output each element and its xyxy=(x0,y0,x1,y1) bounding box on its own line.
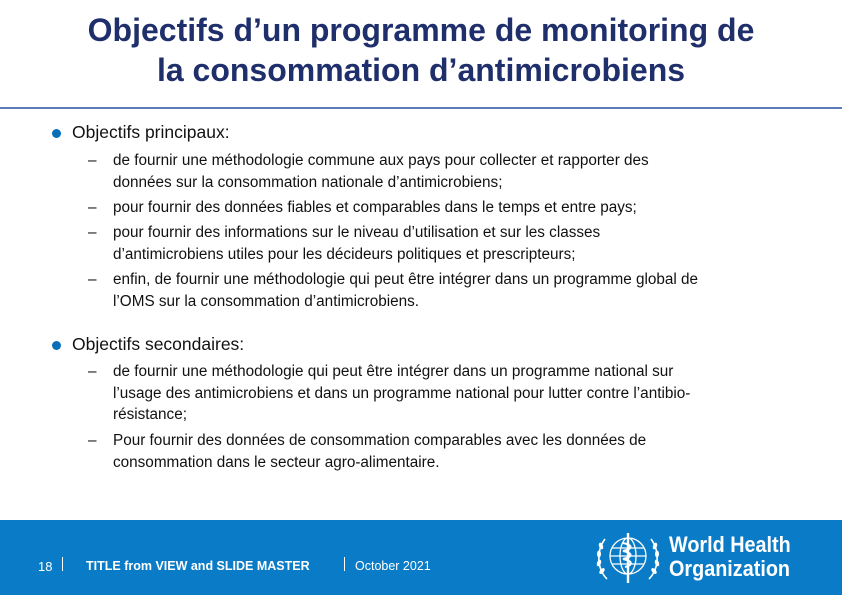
footer-date: October 2021 xyxy=(355,559,431,573)
text-line: pour fournir des informations sur le niveau d’utilisation et sur les classes xyxy=(113,224,601,241)
footer-title: TITLE from VIEW and SLIDE MASTER xyxy=(86,559,310,573)
text-line: résistance; xyxy=(113,406,187,423)
text-line: de fournir une méthodologie commune aux pays pour collecter et rapporter des xyxy=(113,152,649,169)
text-line: pour fournir des données fiables et comparables dans le temps et entre pays; xyxy=(113,199,637,216)
bullet-dot-icon xyxy=(52,341,61,350)
who-wordmark xyxy=(669,533,791,581)
dash-marker: – xyxy=(88,152,97,169)
footer-separator xyxy=(344,557,345,571)
text-line: Pour fournir des données de consommation comparables avec les données de xyxy=(113,432,647,449)
text-line: de fournir une méthodologie qui peut être intégrer dans un programme national sur xyxy=(113,363,674,380)
dash-marker: – xyxy=(88,224,97,241)
sub-bullet-text xyxy=(113,269,808,312)
bullet-heading: Objectifs principaux: xyxy=(72,122,230,142)
text-line: enfin, de fournir une méthodologie qui peut être intégrer dans un programme global de xyxy=(113,271,699,288)
text-line: données sur la consommation nationale d’antimicrobiens; xyxy=(113,173,503,191)
dash-marker: – xyxy=(88,199,97,216)
text-line: l’OMS sur la consommation d’antimicrobiens. xyxy=(113,292,420,310)
text-line: d’antimicrobiens utiles pour les décideurs politiques et prescripteurs; xyxy=(113,245,576,263)
org-name-line-1: World Health xyxy=(669,532,791,557)
who-emblem-icon xyxy=(593,527,663,589)
page-number: 18 xyxy=(38,559,53,574)
slide-footer xyxy=(0,520,842,595)
org-name-line-2: Organization xyxy=(669,556,791,581)
title-divider xyxy=(0,107,842,109)
text-line: consommation dans le secteur agro-alimentaire. xyxy=(113,453,440,471)
sub-bullet-text xyxy=(113,197,808,219)
dash-marker: – xyxy=(88,363,97,380)
dash-marker: – xyxy=(88,271,97,288)
footer-separator xyxy=(62,557,63,571)
dash-marker: – xyxy=(88,432,97,449)
bullet-heading: Objectifs secondaires: xyxy=(72,334,245,354)
sub-bullet-text xyxy=(113,430,808,473)
sub-bullet-text xyxy=(113,222,808,265)
sub-bullet-text xyxy=(113,361,808,426)
slide-title xyxy=(0,10,842,90)
text-line: l’usage des antimicrobiens et dans un programme national pour lutter contre l’antibio- xyxy=(113,384,691,402)
sub-bullet-text xyxy=(113,150,808,193)
title-line-2: la consommation d’antimicrobiens xyxy=(156,52,686,88)
title-line-1: Objectifs d’un programme de monitoring de xyxy=(87,12,755,48)
bullet-dot-icon xyxy=(52,129,61,138)
